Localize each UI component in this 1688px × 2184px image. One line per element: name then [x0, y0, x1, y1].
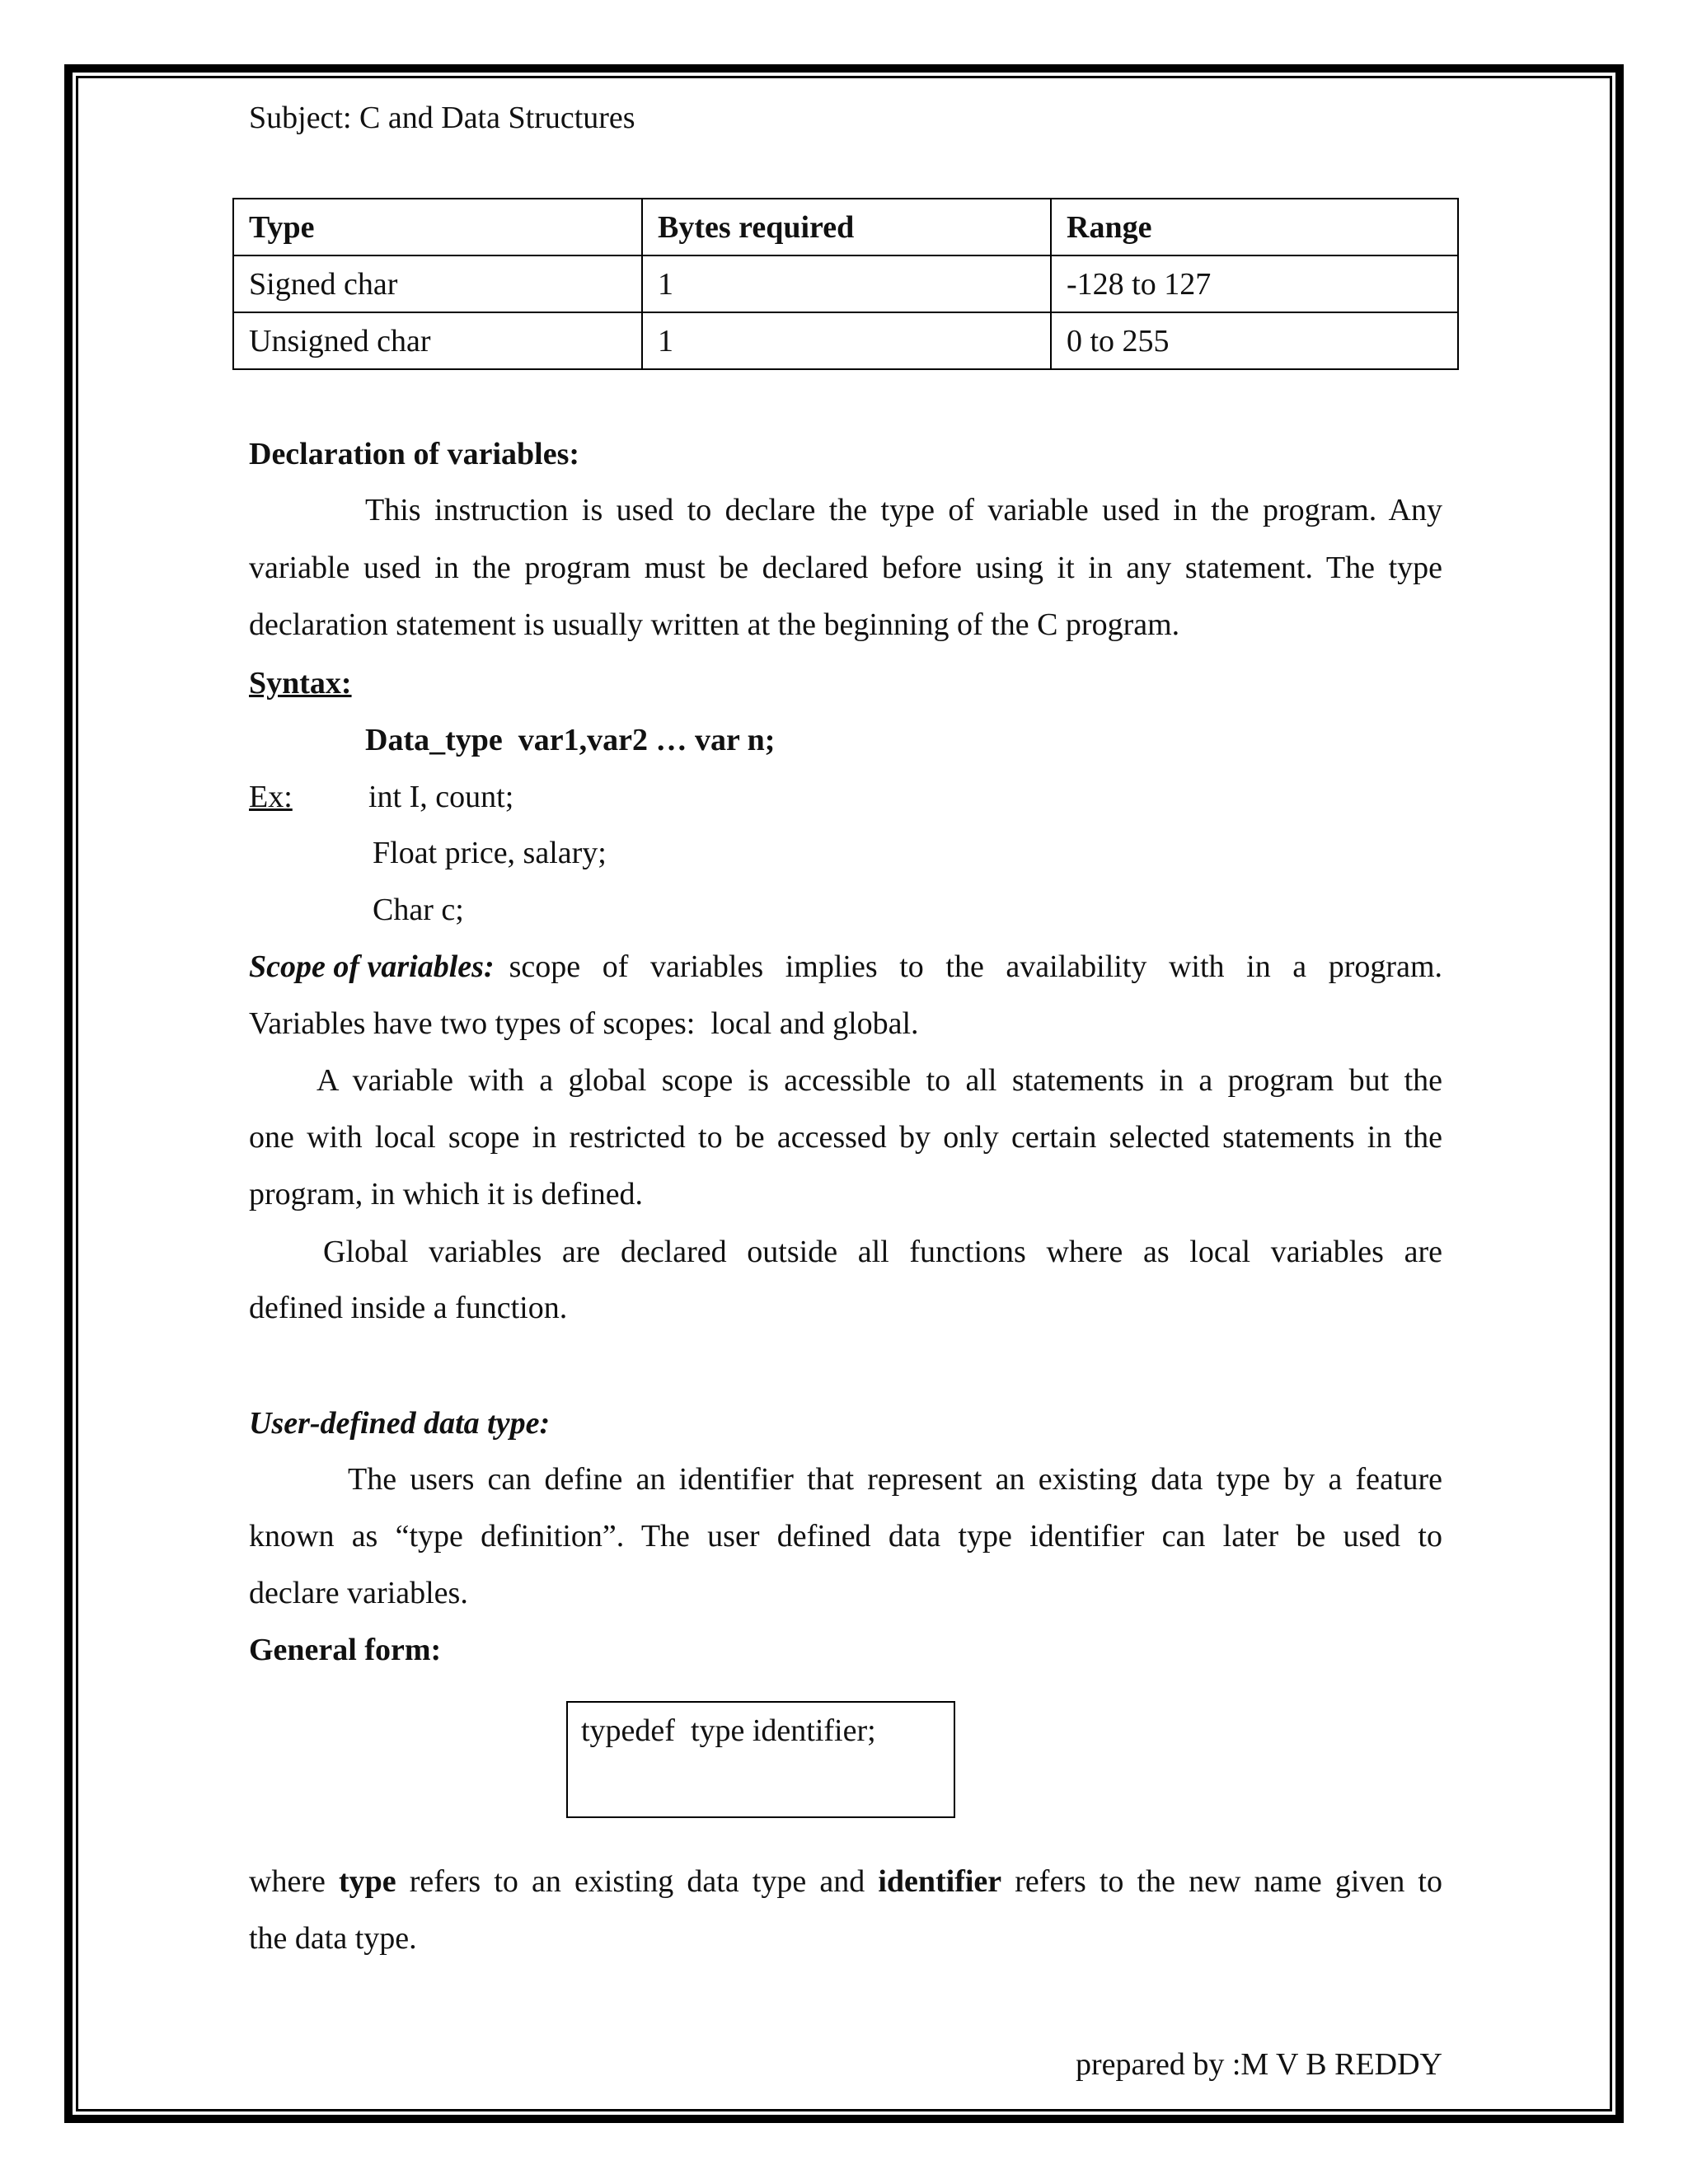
data-type-table — [232, 198, 1459, 370]
where-text: where — [249, 1864, 339, 1899]
table-header-cell: Bytes required — [642, 199, 1051, 255]
where-bold-identifier: identifier — [878, 1864, 1002, 1899]
where-line-last: the data type. — [249, 1921, 417, 1956]
table-row — [233, 312, 1458, 369]
subject-header: Subject: C and Data Structures — [249, 101, 635, 135]
where-line — [249, 1866, 1442, 1897]
user-defined-heading: User-defined data type: — [249, 1406, 551, 1441]
scope-line: defined inside a function. — [249, 1291, 568, 1325]
table-cell: -128 to 127 — [1051, 255, 1458, 312]
general-form-label: General form: — [249, 1633, 442, 1667]
example-label: Ex: — [249, 780, 293, 814]
scope-first-line — [249, 951, 1442, 982]
declaration-line: This instruction is used to declare the type of variable used in the program. Any — [365, 493, 1442, 527]
user-defined-line: The users can define an identifier that represent an existing data type by a feature — [348, 1462, 1442, 1497]
declaration-line: declaration statement is usually written at the beginning of the C program. — [249, 607, 1180, 642]
general-form-code: typedef type identifier; — [581, 1713, 876, 1748]
scope-line: Variables have two types of scopes: local and global. — [249, 1006, 919, 1041]
syntax-label: Syntax: — [249, 666, 352, 701]
table-header-cell: Range — [1051, 199, 1458, 255]
table-cell: 1 — [642, 312, 1051, 369]
scope-line: scope of variables implies to the availability with in a program. — [509, 949, 1442, 984]
syntax-statement: Data_type var1,var2 … var n; — [365, 723, 776, 757]
example-line: Char c; — [373, 893, 464, 927]
table-header-row — [233, 199, 1458, 255]
example-line: int I, count; — [368, 780, 514, 814]
where-bold-type: type — [338, 1864, 396, 1899]
table-cell: Signed char — [233, 255, 642, 312]
table-cell: Unsigned char — [233, 312, 642, 369]
scope-line: A variable with a global scope is accessible to all statements in a program but the — [316, 1063, 1442, 1098]
table-header-cell: Type — [233, 199, 642, 255]
declaration-heading: Declaration of variables: — [249, 437, 580, 471]
scope-line: program, in which it is defined. — [249, 1177, 644, 1212]
scope-line: Global variables are declared outside all functions where as local variables are — [323, 1235, 1442, 1269]
user-defined-line: known as “type definition”. The user defined data type identifier can later be used to — [249, 1519, 1442, 1554]
where-text: refers to an existing data type and — [396, 1864, 879, 1899]
scope-heading: Scope of variables: — [249, 949, 495, 984]
declaration-line: variable used in the program must be declared before using it in any statement. The type — [249, 551, 1442, 585]
table-row — [233, 255, 1458, 312]
prepared-by-footer: prepared by :M V B REDDY — [1075, 2047, 1442, 2082]
scope-line: one with local scope in restricted to be accessed by only certain selected statements in the — [249, 1120, 1442, 1155]
table-cell: 1 — [642, 255, 1051, 312]
table-cell: 0 to 255 — [1051, 312, 1458, 369]
user-defined-line: declare variables. — [249, 1576, 468, 1610]
example-line: Float price, salary; — [373, 836, 607, 870]
general-form-box — [566, 1701, 955, 1818]
where-text: refers to the new name given to — [1001, 1864, 1442, 1899]
